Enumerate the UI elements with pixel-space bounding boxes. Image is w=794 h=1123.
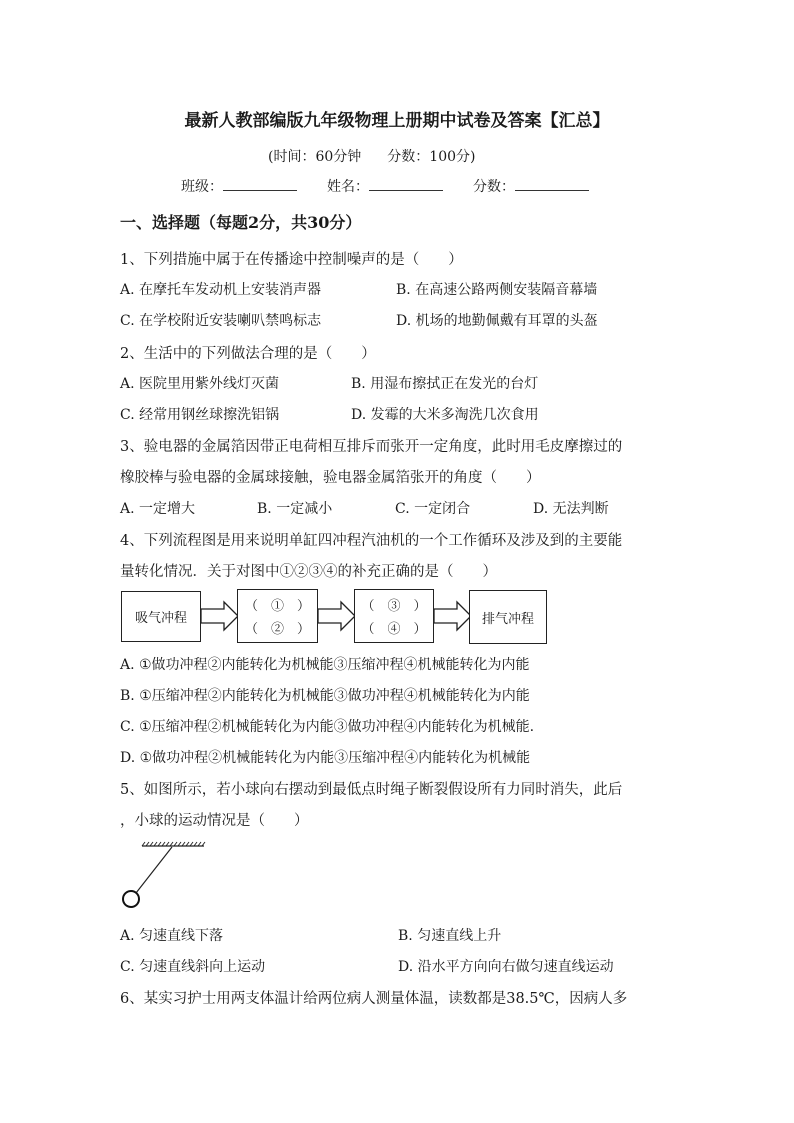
q4-stem-line2: 量转化情况．关于对图中①②③④的补充正确的是（ ）	[120, 564, 497, 580]
q1-option-d: D. 机场的地勤佩戴有耳罩的头盔	[396, 313, 598, 329]
q5-stem-line1: 5、如图所示，若小球向右摆动到最低点时绳子断裂假设所有力同时消失，此后	[120, 782, 623, 798]
q6-stem-line1: 6、某实习护士用两支体温计给两位病人测量体温，读数都是38.5℃，因病人多	[120, 991, 628, 1007]
page-title: 最新人教部编版九年级物理上册期中试卷及答案【汇总】	[184, 111, 610, 131]
class-blank[interactable]	[223, 176, 297, 191]
q5-option-d: D. 沿水平方向向右做匀速直线运动	[398, 959, 614, 975]
flow-arrow-1-icon	[200, 600, 240, 632]
q2-option-b: B. 用湿布擦拭正在发光的台灯	[351, 376, 539, 392]
q1-option-c: C. 在学校附近安装喇叭禁鸣标志	[120, 313, 322, 329]
flow-box-3-line1: （ ③ ）	[361, 599, 427, 614]
flow-arrow-2-icon	[317, 600, 357, 632]
score-label: 分数：	[473, 179, 515, 195]
flow-box-2-line1: （ ① ）	[244, 599, 310, 614]
q5-stem-line2: ，小球的运动情况是（ ）	[120, 813, 309, 829]
pendulum-figure	[118, 838, 210, 912]
q5-option-c: C. 匀速直线斜向上运动	[120, 959, 266, 975]
flow-box-exhaust-label: 排气冲程	[481, 611, 534, 627]
q3-option-a: A. 一定增大	[120, 501, 196, 517]
score-info: 分数：100分)	[387, 149, 476, 165]
q3-option-b: B. 一定减小	[257, 501, 333, 517]
score-blank[interactable]	[515, 176, 589, 191]
flow-box-2-line2: （ ② ）	[244, 622, 310, 637]
q2-option-c: C. 经常用钢丝球擦洗铝锅	[120, 407, 280, 423]
name-label: 姓名：	[327, 179, 369, 195]
q3-option-d: D. 无法判断	[533, 501, 609, 517]
q3-stem-line1: 3、验电器的金属箔因带正电荷相互排斥而张开一定角度，此时用毛皮摩擦过的	[120, 439, 623, 455]
q5-option-a: A. 匀速直线下落	[120, 928, 224, 944]
flow-box-intake	[121, 591, 201, 642]
time-info: (时间：60分钟	[268, 149, 362, 165]
flow-arrow-3-icon	[433, 600, 473, 632]
flow-box-exhaust	[469, 590, 547, 644]
flow-box-2	[237, 589, 318, 643]
q3-option-c: C. 一定闭合	[395, 501, 471, 517]
q2-option-a: A. 医院里用紫外线灯灭菌	[120, 376, 280, 392]
name-blank[interactable]	[369, 176, 443, 191]
flow-box-3-line2: （ ④ ）	[361, 622, 427, 637]
q2-option-d: D. 发霉的大米多淘洗几次食用	[351, 407, 539, 423]
q5-option-b: B. 匀速直线上升	[398, 928, 502, 944]
pendulum-ball	[123, 891, 139, 907]
q2-stem: 2、生活中的下列做法合理的是（ ）	[120, 346, 376, 362]
q4-stem-line1: 4、下列流程图是用来说明单缸四冲程汽油机的一个工作循环及涉及到的主要能	[120, 533, 623, 549]
q1-option-b: B. 在高速公路两侧安装隔音幕墙	[396, 282, 598, 298]
q4-option-b: B. ①压缩冲程②内能转化为机械能③做功冲程④机械能转化为内能	[120, 688, 530, 704]
flow-box-3	[354, 589, 434, 643]
flow-box-intake-label: 吸气冲程	[134, 611, 187, 626]
ceiling-hatch	[142, 842, 205, 846]
pendulum-string	[136, 847, 172, 893]
section-heading: 一、选择题（每题2分，共30分）	[120, 213, 362, 232]
q1-stem: 1、下列措施中属于在传播途中控制噪声的是（ ）	[120, 252, 463, 268]
student-fields	[181, 176, 619, 196]
q1-option-a: A. 在摩托车发动机上安装消声器	[120, 282, 322, 298]
q4-option-d: D. ①做功冲程②机械能转化为内能③压缩冲程④内能转化为机械能	[120, 750, 531, 766]
q3-stem-line2: 橡胶棒与验电器的金属球接触，验电器金属箔张开的角度（ ）	[120, 470, 541, 486]
q4-option-c: C. ①压缩冲程②机械能转化为内能③做功冲程④内能转化为机械能.	[120, 719, 535, 735]
q4-option-a: A. ①做功冲程②内能转化为机械能③压缩冲程④机械能转化为内能	[120, 657, 530, 673]
class-label: 班级：	[181, 179, 223, 195]
exam-info	[268, 146, 501, 166]
